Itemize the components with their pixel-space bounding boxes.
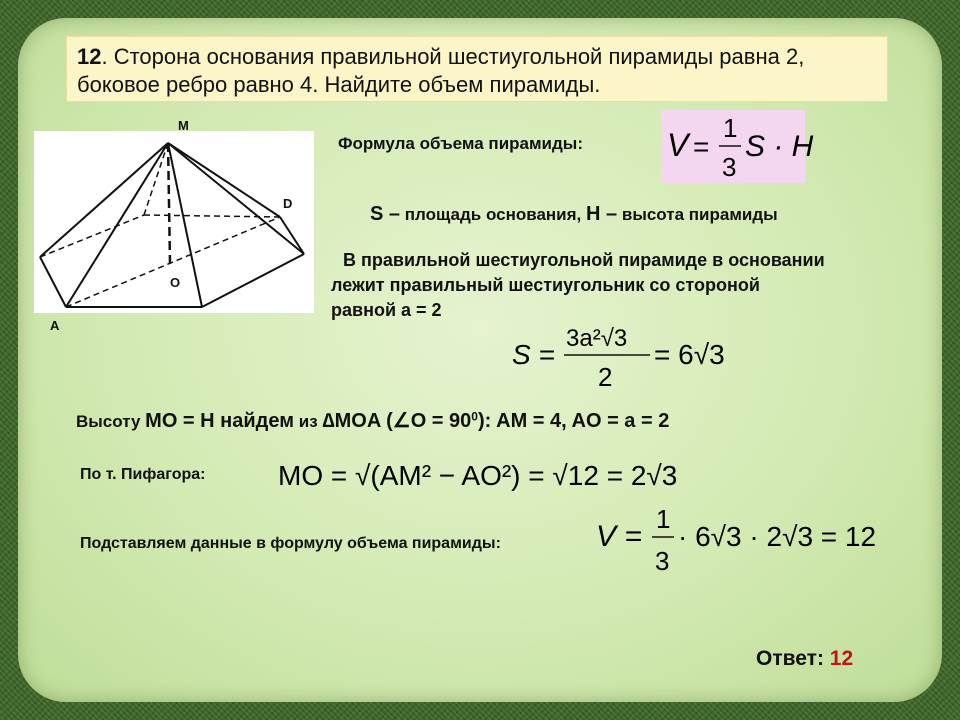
pythagoras-label: По т. Пифагора: (80, 466, 206, 483)
height-from: из (298, 412, 318, 431)
problem-text-line2: боковое ребро равно 4. Найдите объем пирамиды. (77, 72, 601, 97)
def-h-symbol: H – (586, 203, 618, 225)
answer-value: 12 (829, 647, 854, 670)
lateral-edge (168, 143, 280, 217)
area-num: 3a²√3 (566, 325, 628, 352)
diagonal-ad (66, 217, 280, 307)
height-angle: ∠O = 90 (392, 410, 472, 432)
base-edge (202, 254, 304, 307)
height-prefix: Высоту (76, 412, 141, 431)
answer-label: Ответ: (756, 647, 824, 670)
label-d: D (283, 196, 293, 211)
volume-formula (661, 110, 814, 183)
label-m: M (178, 118, 189, 133)
substitute-svg (596, 500, 896, 576)
formula-den: 3 (722, 152, 737, 182)
base-edge (280, 217, 304, 254)
problem-statement (66, 36, 888, 102)
label-a: A (50, 318, 60, 333)
substitute-label: Подставляем данные в формулу объема пирамиды: (80, 535, 501, 552)
def-h-text: высота пирамиды (621, 205, 778, 224)
def-s-symbol: S – (370, 203, 401, 225)
area-lhs: S = (512, 339, 555, 370)
formula-num: 1 (723, 113, 738, 143)
substitute-num: 1 (656, 504, 671, 534)
substitute-lhs: V = (596, 520, 642, 553)
volume-formula-svg (661, 110, 814, 183)
height-triangle: ∆MOA ( (322, 410, 393, 432)
area-formula (510, 322, 750, 394)
height-rest: ): AM = 4, AO = a = 2 (477, 410, 670, 432)
base-info (331, 248, 825, 273)
hidden-edge (40, 215, 144, 257)
formula-rhs: S · H (745, 130, 814, 163)
base-info-line3: равной a = 2 (331, 300, 442, 320)
base-info-line2: лежит правильный шестиугольник со стороной (331, 275, 760, 295)
substitute-rhs: · 6√3 · 2√3 = 12 (678, 521, 877, 552)
lateral-edge (66, 143, 168, 307)
problem-number: 12 (77, 44, 102, 69)
substitute-den: 3 (655, 546, 670, 576)
label-o: O (170, 275, 181, 290)
area-den: 2 (598, 362, 613, 392)
formula-eq: = (693, 131, 710, 162)
answer (756, 647, 853, 671)
base-info-rest (331, 273, 760, 323)
area-rhs: = 6√3 (654, 339, 725, 370)
height-line (76, 408, 669, 433)
base-info-line1: В правильной шестиугольной пирамиде в основании (343, 250, 825, 270)
definitions-line (370, 203, 778, 226)
height-mo (168, 143, 170, 263)
problem-text-line1: . Сторона основания правильной шестиугольной пирамиды равна 2, (101, 44, 805, 69)
pythagoras-expr: MO = √(AM² − AO²) = √12 = 2√3 (278, 460, 678, 491)
base-edge (40, 257, 66, 307)
pythagoras-svg (278, 452, 718, 496)
height-deg: 0 (471, 409, 478, 424)
formula-lhs: V (667, 127, 689, 163)
height-main: MO = H найдем (145, 410, 295, 432)
pythagoras-formula (278, 452, 718, 496)
def-s-text: площадь основания, (404, 205, 582, 224)
substitute-formula (596, 500, 896, 576)
area-formula-svg (510, 322, 750, 394)
formula-label: Формула объема пирамиды: (338, 134, 583, 153)
